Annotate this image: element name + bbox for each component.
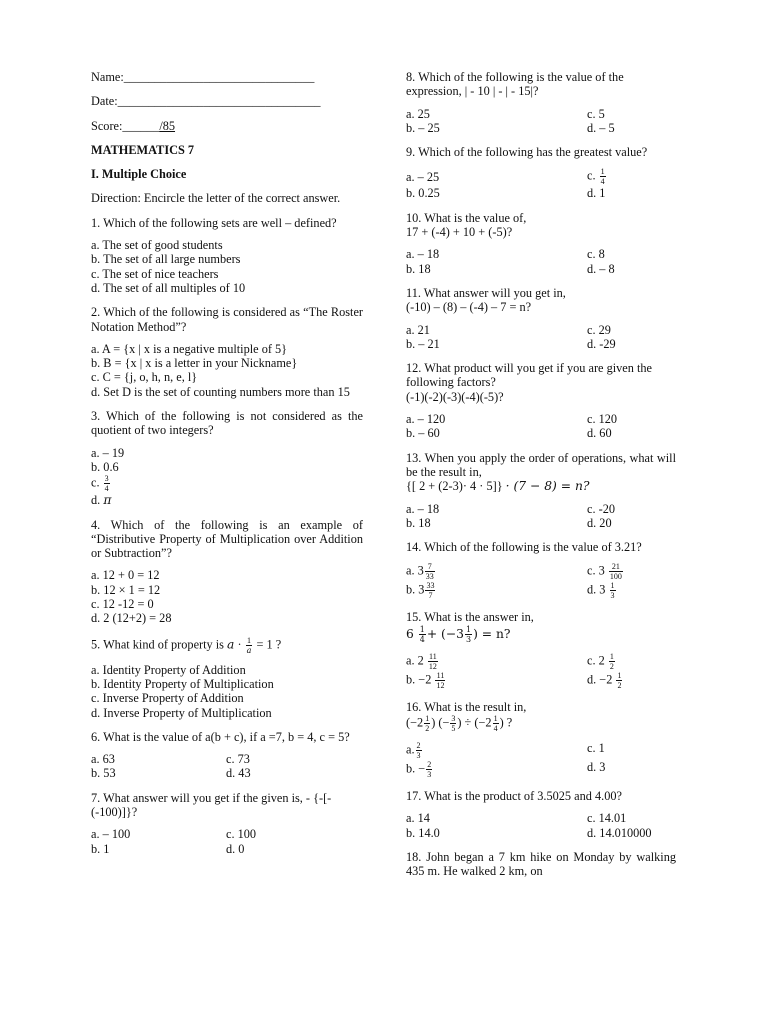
q15-fraction-2 xyxy=(465,625,472,644)
q16-a-num: 2 xyxy=(416,741,421,751)
score-field[interactable] xyxy=(91,119,363,133)
q15-end: ) = n? xyxy=(473,626,511,641)
q7-options xyxy=(91,827,363,856)
q9-c-den: 4 xyxy=(600,177,605,187)
q15-den-1: 4 xyxy=(419,634,425,644)
q16-a-fraction xyxy=(416,741,422,760)
q15-c-den: 2 xyxy=(609,661,614,671)
q6-option-a[interactable]: a. 63 xyxy=(91,752,115,767)
q9-c-prefix: c. xyxy=(587,168,596,183)
q16-a-prefix: a. xyxy=(406,742,415,757)
q13-option-a[interactable]: a. – 18 xyxy=(406,501,440,516)
q1-option-b[interactable]: b. The set of all large numbers xyxy=(91,252,241,267)
q10-option-c[interactable]: c. 8 xyxy=(587,247,605,262)
q3-c-den: 4 xyxy=(104,484,109,494)
q15-c-prefix: c. 2 xyxy=(587,653,605,668)
q15-b-den: 12 xyxy=(436,680,445,690)
q14-option-a[interactable] xyxy=(406,562,587,581)
q13-expr-right: · (7 − 8) = n? xyxy=(505,479,590,494)
q13-expr-left: {[ 2 + (2-3)· 4 · 5]} xyxy=(406,479,503,494)
q17-option-a[interactable]: a. 14 xyxy=(406,811,430,826)
q4-option-d[interactable]: d. 2 (12+2) = 28 xyxy=(91,611,172,626)
name-field[interactable]: Name:_______________________________ xyxy=(91,70,315,84)
q16-num-1: 1 xyxy=(425,714,430,724)
q15-fraction-1 xyxy=(419,625,426,644)
q7-option-a[interactable]: a. – 100 xyxy=(91,827,131,842)
q16-option-c[interactable]: c. 1 xyxy=(587,741,605,756)
q3-d-prefix: d. xyxy=(91,493,101,508)
q15-a-fraction xyxy=(428,652,438,671)
q11-option-c[interactable]: c. 29 xyxy=(587,322,611,337)
q15-options xyxy=(406,652,676,690)
q10-option-a[interactable]: a. – 18 xyxy=(406,247,440,262)
q9-options xyxy=(406,167,676,200)
question-11: 11. What answer will you get in, xyxy=(406,285,566,300)
q15-d-fraction xyxy=(616,671,622,690)
q14-d-num: 1 xyxy=(610,581,615,591)
q3-option-a[interactable]: a. – 19 xyxy=(91,445,125,460)
q15-a-prefix: a. 2 xyxy=(406,653,424,668)
q8-options xyxy=(406,107,676,136)
q14-a-den: 33 xyxy=(425,572,434,582)
q14-d-prefix: d. 3 xyxy=(587,582,606,597)
question-5 xyxy=(91,636,363,655)
question-14: 14. Which of the following is the value of 3.21? xyxy=(406,540,642,555)
q10-options xyxy=(406,247,676,276)
q5-prefix: 5. What kind of property is xyxy=(91,636,224,651)
q13-option-d[interactable]: d. 20 xyxy=(587,515,612,530)
q13-option-c[interactable]: c. -20 xyxy=(587,501,615,516)
q14-d-den: 3 xyxy=(610,591,615,601)
q3-d-value: π xyxy=(103,493,112,508)
q16-num-2: 3 xyxy=(451,714,456,724)
q12-option-c[interactable]: c. 120 xyxy=(587,412,618,427)
q15-option-a[interactable] xyxy=(406,652,587,671)
q5-dot: · xyxy=(237,636,242,651)
q15-b-prefix: b. −2 xyxy=(406,672,432,687)
q8-option-b[interactable]: b. – 25 xyxy=(406,120,440,135)
q16-option-a[interactable] xyxy=(406,741,587,760)
q2-option-d[interactable]: d. Set D is the set of counting numbers more than 15 xyxy=(91,384,350,399)
q11-options xyxy=(406,323,676,352)
q13-option-b[interactable]: b. 18 xyxy=(406,515,431,530)
subject-title: MATHEMATICS 7 xyxy=(91,142,195,157)
q7-option-d[interactable]: d. 0 xyxy=(226,841,245,856)
question-11-expression: (-10) – (8) – (-4) – 7 = n? xyxy=(406,300,532,315)
q4-option-b[interactable]: b. 12 × 1 = 12 xyxy=(91,582,161,597)
q9-option-c[interactable] xyxy=(587,167,677,186)
q15-num-1: 1 xyxy=(419,624,425,634)
q8-option-d[interactable]: d. – 5 xyxy=(587,120,615,135)
q6-option-d[interactable]: d. 43 xyxy=(226,766,251,781)
score-total: /85 xyxy=(159,118,176,133)
q15-d-num: 1 xyxy=(617,670,622,680)
q17-option-d[interactable]: d. 14.010000 xyxy=(587,825,652,840)
q15-mid: + (−3 xyxy=(426,626,464,641)
q16-fraction-3 xyxy=(493,714,499,733)
q2-option-a[interactable]: a. A = {x | x is a negative multiple of 5} xyxy=(91,341,288,356)
q15-d-den: 2 xyxy=(617,680,622,690)
q14-d-fraction xyxy=(610,581,616,600)
q3-c-prefix: c. xyxy=(91,475,100,490)
score-label: Score:______ xyxy=(91,118,160,133)
question-12-expression: (-1)(-2)(-3)(-4)(-5)? xyxy=(406,389,504,404)
q16-part-2: ) (− xyxy=(431,715,450,730)
q12-option-b[interactable]: b. – 60 xyxy=(406,426,440,441)
q15-a-den: 12 xyxy=(428,661,437,671)
q5-fraction xyxy=(246,636,253,655)
direction-text: Direction: Encircle the letter of the correct answer. xyxy=(91,191,341,206)
q4-option-a[interactable]: a. 12 + 0 = 12 xyxy=(91,568,160,583)
q13-options xyxy=(406,502,676,531)
q16-options xyxy=(406,741,676,779)
question-15: 15. What is the answer in, xyxy=(406,610,534,625)
q3-c-num: 3 xyxy=(104,474,109,484)
q14-option-d[interactable] xyxy=(587,581,677,600)
q16-a-den: 3 xyxy=(416,751,421,761)
q16-b-prefix: b. − xyxy=(406,761,426,776)
q8-option-c[interactable]: c. 5 xyxy=(587,106,605,121)
question-13: 13. When you apply the order of operations, what will be the result in, xyxy=(406,450,676,479)
q14-option-c[interactable] xyxy=(587,562,677,581)
q9-option-d[interactable]: d. 1 xyxy=(587,186,606,201)
q14-b-num: 33 xyxy=(426,581,435,591)
q3-option-d[interactable] xyxy=(91,493,363,507)
q9-c-num: 1 xyxy=(600,167,605,177)
q15-whole-1: 6 xyxy=(406,626,414,641)
q5-option-b[interactable]: b. Identity Property of Multiplication xyxy=(91,676,274,691)
q16-b-den: 3 xyxy=(427,770,432,780)
q9-c-fraction xyxy=(600,167,606,186)
q3-option-b[interactable]: b. 0.6 xyxy=(91,459,119,474)
q4-option-c[interactable]: c. 12 -12 = 0 xyxy=(91,597,154,612)
q15-c-num: 1 xyxy=(609,651,614,661)
q6-options xyxy=(91,752,363,781)
q16-den-2: 5 xyxy=(451,724,456,734)
q5-num: 1 xyxy=(247,635,252,645)
q15-option-b[interactable] xyxy=(406,671,587,690)
q14-a-prefix: a. 3 xyxy=(406,563,424,578)
q14-b-prefix: b. 3 xyxy=(406,582,425,597)
part-title: I. Multiple Choice xyxy=(91,167,187,182)
q12-options xyxy=(406,412,676,441)
q17-option-b[interactable]: b. 14.0 xyxy=(406,825,440,840)
q10-option-b[interactable]: b. 18 xyxy=(406,261,431,276)
q9-option-b[interactable]: b. 0.25 xyxy=(406,186,440,201)
question-13-expression xyxy=(406,479,676,493)
q11-option-a[interactable]: a. 21 xyxy=(406,322,430,337)
q17-options xyxy=(406,811,676,840)
q5-den: a xyxy=(246,645,252,655)
q15-b-fraction xyxy=(435,671,445,690)
q17-option-c[interactable]: c. 14.01 xyxy=(587,811,627,826)
q15-a-num: 11 xyxy=(428,651,437,661)
q14-option-b[interactable] xyxy=(406,581,587,600)
q7-option-c[interactable]: c. 100 xyxy=(226,827,257,842)
q15-b-num: 11 xyxy=(436,670,445,680)
q12-option-a[interactable]: a. – 120 xyxy=(406,412,446,427)
q11-option-d[interactable]: d. -29 xyxy=(587,336,616,351)
q16-fraction-1 xyxy=(424,714,430,733)
question-10-expression: 17 + (-4) + 10 + (-5)? xyxy=(406,225,513,240)
question-6: 6. What is the value of a(b + c), if a =7, b = 4, c = 5? xyxy=(91,729,350,744)
q3-c-fraction xyxy=(104,474,110,493)
question-4: 4. Which of the following is an example of “Distributive Property of Multiplication over Addition or Subtraction”? xyxy=(91,517,363,561)
question-16: 16. What is the result in, xyxy=(406,699,527,714)
q9-option-a[interactable]: a. – 25 xyxy=(406,169,440,184)
q14-b-fraction xyxy=(425,581,435,600)
q16-part-1: (−2 xyxy=(406,715,424,730)
q1-option-d[interactable]: d. The set of all multiples of 10 xyxy=(91,280,246,295)
q16-den-3: 4 xyxy=(493,724,498,734)
question-15-expression xyxy=(406,625,676,644)
q1-option-c[interactable]: c. The set of nice teachers xyxy=(91,266,219,281)
q15-option-c[interactable] xyxy=(587,652,677,671)
q14-a-num: 7 xyxy=(425,562,435,572)
q8-option-a[interactable]: a. 25 xyxy=(406,106,430,121)
q5-var-a: a xyxy=(227,636,235,651)
q10-option-d[interactable]: d. – 8 xyxy=(587,261,615,276)
date-field[interactable]: Date:_________________________________ xyxy=(91,94,321,109)
right-column xyxy=(406,70,676,879)
question-9: 9. Which of the following has the greatest value? xyxy=(406,145,648,160)
q16-fraction-2 xyxy=(450,714,456,733)
question-2: 2. Which of the following is considered as “The Roster Notation Method”? xyxy=(91,305,363,334)
question-12: 12. What product will you get if you are given the following factors? xyxy=(406,361,652,390)
q14-c-den: 100 xyxy=(609,572,622,582)
question-16-expression xyxy=(406,714,676,733)
q16-part-4: ) ? xyxy=(499,715,513,730)
q16-b-fraction xyxy=(426,760,432,779)
question-7: 7. What answer will you get if the given is, - {-[-(-100)]}? xyxy=(91,790,332,819)
q14-c-prefix: c. 3 xyxy=(587,563,605,578)
question-3: 3. Which of the following is not considered as the quotient of two integers? xyxy=(91,409,363,438)
q16-option-d[interactable]: d. 3 xyxy=(587,760,606,775)
q16-option-b[interactable] xyxy=(406,760,587,779)
q3-option-c[interactable] xyxy=(91,474,363,493)
question-10: 10. What is the value of, xyxy=(406,210,527,225)
q15-num-2: 1 xyxy=(465,624,472,634)
q5-option-c[interactable]: c. Inverse Property of Addition xyxy=(91,691,244,706)
q14-options xyxy=(406,562,676,600)
question-8: 8. Which of the following is the value of the expression, | - 10 | - | - 15|? xyxy=(406,70,624,99)
q15-d-prefix: d. −2 xyxy=(587,672,613,687)
q16-den-1: 2 xyxy=(425,724,430,734)
question-18: 18. John began a 7 km hike on Monday by walking 435 m. He walked 2 km, on xyxy=(406,849,676,879)
q6-option-b[interactable]: b. 53 xyxy=(91,766,116,781)
q16-part-3: ) ÷ (−2 xyxy=(457,715,492,730)
q14-c-num: 21 xyxy=(609,562,623,572)
q7-option-b[interactable]: b. 1 xyxy=(91,841,110,856)
q16-num-3: 1 xyxy=(493,714,498,724)
q14-b-den: 7 xyxy=(428,591,433,601)
q12-option-d[interactable]: d. 60 xyxy=(587,426,612,441)
q2-option-c[interactable]: c. C = {j, o, h, n, e, l} xyxy=(91,370,198,385)
q14-c-fraction xyxy=(609,562,623,581)
q14-a-fraction xyxy=(425,562,435,581)
q15-option-d[interactable] xyxy=(587,671,677,690)
question-1: 1. Which of the following sets are well – defined? xyxy=(91,215,337,230)
q11-option-b[interactable]: b. – 21 xyxy=(406,336,440,351)
q2-option-b[interactable]: b. B = {x | x is a letter in your Nickname} xyxy=(91,356,298,371)
q6-option-c[interactable]: c. 73 xyxy=(226,752,250,767)
question-17: 17. What is the product of 3.5025 and 4.00? xyxy=(406,789,622,804)
q15-c-fraction xyxy=(609,652,615,671)
q5-option-a[interactable]: a. Identity Property of Addition xyxy=(91,662,246,677)
q16-b-num: 2 xyxy=(427,760,432,770)
left-column xyxy=(91,70,363,856)
q15-den-2: 3 xyxy=(465,634,472,644)
q1-option-a[interactable]: a. The set of good students xyxy=(91,238,223,253)
q5-suffix: = 1 ? xyxy=(256,636,282,651)
q5-option-d[interactable]: d. Inverse Property of Multiplication xyxy=(91,705,272,720)
